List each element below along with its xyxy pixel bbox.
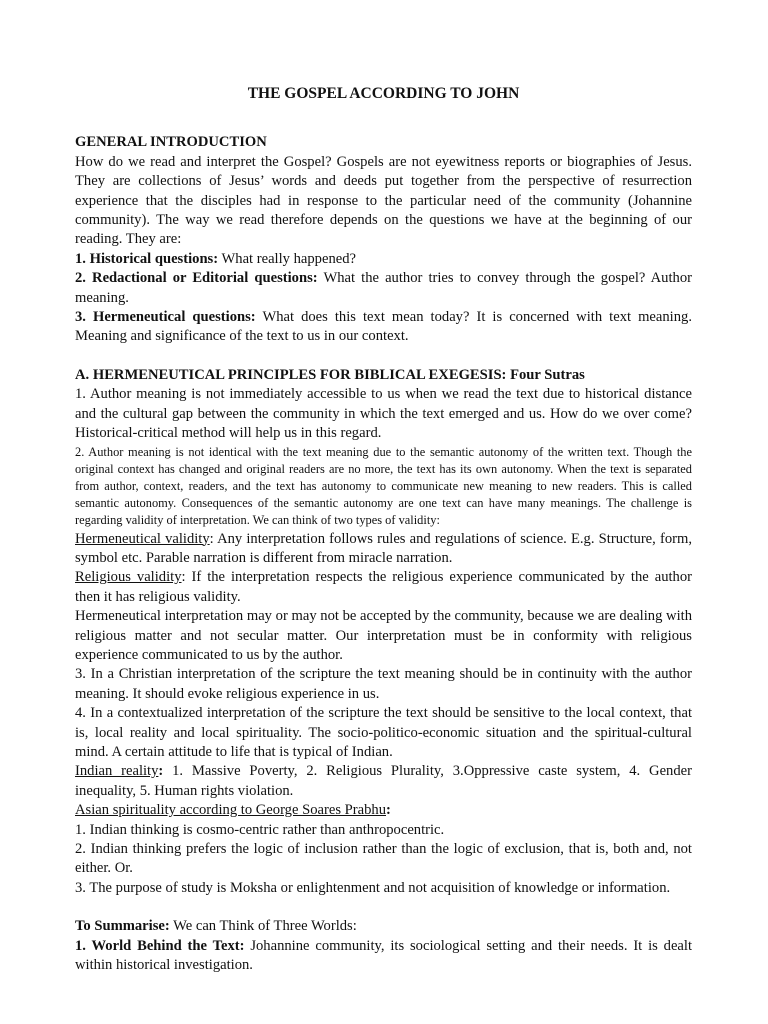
world-behind-text	[75, 937, 692, 976]
hermeneutical-validity	[75, 530, 692, 569]
question-text: What the author tries to convey through the gospel? Author meaning.	[75, 270, 692, 306]
asian-spirituality-colon: :	[386, 802, 391, 819]
summary-text: We can Think of Three Worlds:	[169, 918, 357, 935]
asian-spirituality-heading	[75, 801, 692, 820]
question-hermeneutical	[75, 308, 692, 347]
indian-reality-colon: :	[158, 763, 164, 780]
summary-label: To Summarise:	[75, 918, 170, 935]
world-behind-description: Johannine community, its sociological setting and their needs. It is dealt within historical investigation.	[75, 937, 693, 974]
religious-validity	[75, 568, 692, 607]
asian-spirituality-label: Asian spirituality according to George Soares Prabhu	[75, 802, 386, 819]
summary-line	[75, 917, 692, 936]
interpretation-paragraph: Hermeneutical interpretation may or may not be accepted by the community, because we are dealing with religious matter and not secular matter. Our interpretation must be in conformity with religious experience communicated to us by the author.	[75, 608, 692, 663]
question-text: What does this text mean today? It is concerned with text meaning. Meaning and significance of the text to us in our context.	[75, 309, 692, 345]
sutra-1: 1. Author meaning is not immediately accessible to us when we read the text due to historical distance and the cultural gap between the community in which the text emerged and us. How do we over come? Historical-critical method will help us in this regard.	[75, 386, 692, 442]
question-label: 1. Historical questions:	[75, 250, 219, 267]
question-label: 2. Redactional or Editorial questions:	[75, 270, 318, 287]
religious-validity-label: Religious validity	[75, 569, 182, 586]
asian-spirituality-item: 2. Indian thinking prefers the logic of inclusion rather than the logic of exclusion, that is, both and, not either. Or.	[75, 841, 692, 877]
asian-spirituality-item: 1. Indian thinking is cosmo-centric rather than anthropocentric.	[75, 821, 445, 838]
indian-reality-text: 1. Massive Poverty, 2. Religious Plurality, 3.Oppressive caste system, 4. Gender inequality, 5. Human rights violation.	[75, 763, 692, 799]
general-intro-paragraph: How do we read and interpret the Gospel? Gospels are not eyewitness reports or biographies of Jesus. They are collections of Jesus’ words and deeds put together from the perspective of resurrection experience that the disciples had in response to the particular need of the community (Johannine community). The way we read therefore depends on the questions we have at the beginning of our reading. They are:	[75, 153, 692, 248]
indian-reality-label: Indian reality	[75, 763, 159, 780]
hermeneutical-validity-label: Hermeneutical validity	[75, 530, 210, 547]
question-label: 3. Hermeneutical questions:	[75, 309, 256, 326]
sutra-3: 3. In a Christian interpretation of the scripture the text meaning should be in continuity with the author meaning. It should evoke religious experience in us.	[75, 666, 692, 702]
indian-reality	[75, 762, 692, 801]
question-redactional	[75, 269, 692, 308]
section-a-heading	[75, 366, 692, 385]
section-a-heading-suffix: Four Sutras	[506, 366, 585, 383]
spacer	[75, 898, 692, 917]
hermeneutical-validity-text: : Any interpretation follows rules and regulations of science. E.g. Structure, form, symbol etc. Parable narration is different from miracle narration.	[75, 530, 692, 566]
general-intro-heading: GENERAL INTRODUCTION	[75, 134, 267, 151]
religious-validity-text: : If the interpretation respects the religious experience communicated by the author then it has religious validity.	[75, 569, 692, 605]
sutra-4: 4. In a contextualized interpretation of the scripture the text should be sensitive to the local context, that is, local reality and local spirituality. The socio-politico-economic situation and the spiritual-cultural mind. A certain attitude to life that is typical of Indian.	[75, 705, 692, 760]
world-behind-label: 1. World Behind the Text:	[75, 937, 245, 954]
question-historical	[75, 250, 692, 269]
asian-spirituality-item: 3. The purpose of study is Moksha or enlightenment and not acquisition of knowledge or information.	[75, 879, 671, 896]
section-a-heading-main: A. HERMENEUTICAL PRINCIPLES FOR BIBLICAL EXEGESIS:	[75, 366, 507, 383]
spacer	[75, 347, 692, 366]
document-title: THE GOSPEL ACCORDING TO JOHN	[247, 85, 520, 102]
document-body	[75, 84, 692, 975]
sutra-2: 2. Author meaning is not identical with the text meaning due to the semantic autonomy of the written text. Though the original context has changed and original readers are no more, the text has its own autonomy. When the text is separated from author, context, readers, and the text has autonomy to communicate new meaning to new readers. This is called semantic autonomy. Consequences of the semantic autonomy are one text can have many meanings. The challenge is regarding validity of interpretation. We can think of two types of validity:	[75, 444, 692, 528]
question-text: What really happened?	[218, 250, 357, 267]
